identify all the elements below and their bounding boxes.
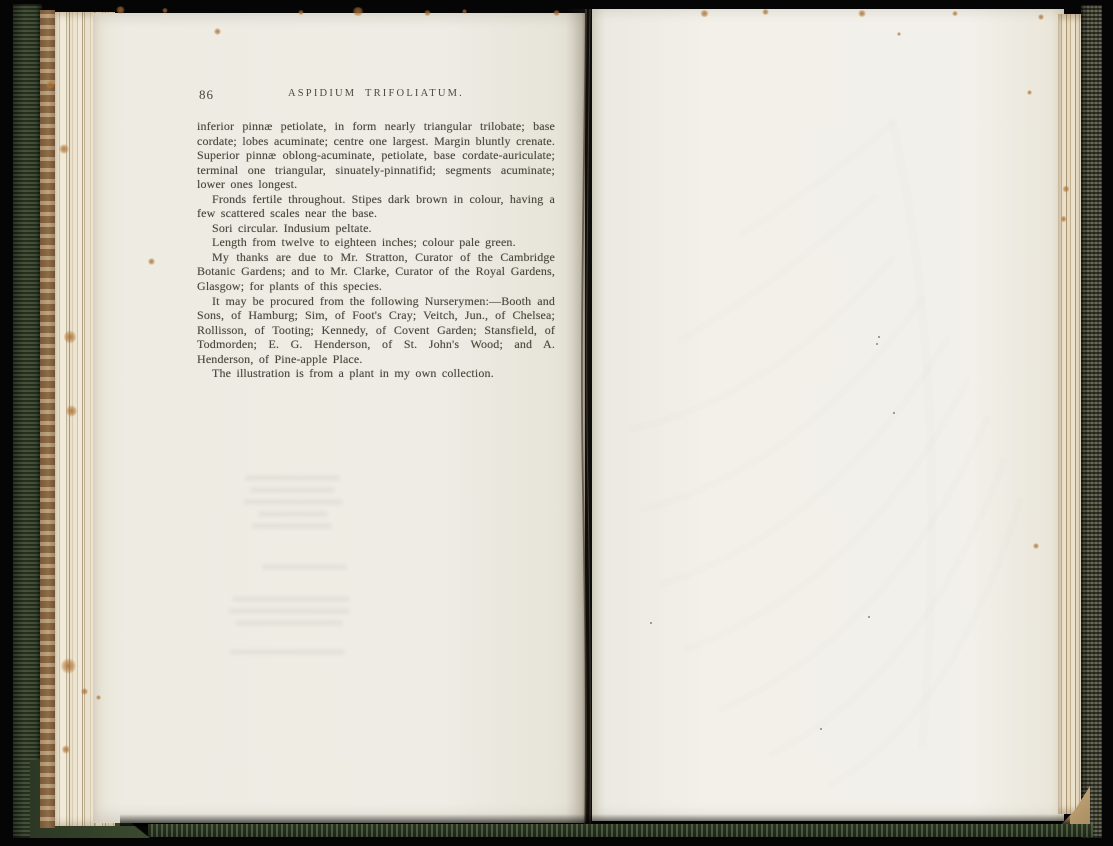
text-showthrough	[252, 523, 332, 529]
foxing-spot	[462, 9, 467, 14]
paragraph: The illustration is from a plant in my own collection.	[212, 366, 494, 381]
foxing-spot	[64, 330, 76, 344]
foxing-spot	[700, 10, 709, 17]
foxing-spot	[148, 258, 155, 265]
page-header	[197, 85, 555, 119]
right-page	[592, 9, 1064, 821]
foxing-spot	[298, 10, 304, 15]
right-page-edges	[1058, 14, 1083, 814]
paragraph: Fronds fertile throughout. Stipes dark brown in colour, having a few scattered scales near the base.	[197, 191, 555, 221]
running-header: ASPIDIUM TRIFOLIATUM.	[287, 88, 464, 99]
foxing-spot	[116, 6, 125, 14]
text-showthrough	[243, 499, 343, 505]
foxing-spot	[96, 695, 101, 700]
foxing-spot	[553, 10, 560, 16]
foxing-spot	[897, 32, 901, 36]
fern-showthrough	[592, 9, 1064, 821]
paragraph: inferior pinnæ petiolate, in form nearly triangular trilobate; base cordate; lobes acuminate; centre one largest. Margin bluntly crenate. Superior pinnæ oblong-acuminate, petiolate, base cordate-auriculate; terminal one triangular, sinuately-pinnatifid; segments acuminate; lower ones longest.	[197, 119, 555, 192]
text-showthrough	[228, 608, 350, 614]
paragraph: My thanks are due to Mr. Stratton, Curator of the Cambridge Botanic Gardens; and to Mr. Clarke, Curator of the Royal Gardens, Glasgow; for plants of this species.	[197, 249, 555, 294]
text-showthrough	[230, 649, 345, 655]
foxing-spot	[214, 28, 221, 35]
left-page-text	[197, 85, 555, 381]
text-showthrough	[250, 487, 335, 493]
text-showthrough	[232, 596, 350, 602]
paragraph: Length from twelve to eighteen inches; colour pale green.	[212, 235, 516, 250]
foxing-spot	[762, 9, 769, 15]
left-cover-cloth	[13, 4, 42, 838]
text-showthrough	[235, 620, 343, 626]
text-showthrough	[262, 564, 347, 570]
left-board-edge	[40, 10, 55, 828]
text-showthrough	[245, 475, 340, 481]
foxing-spot	[952, 11, 958, 16]
foxing-spot	[858, 10, 866, 17]
foxing-spot	[59, 144, 69, 154]
paragraph: It may be procured from the following Nurserymen:—Booth and Sons, of Hamburg; Sim, of Foot's Cray; Veitch, Jun., of Chelsea; Rollisson, of Tooting; Kennedy, of Covent Garden; Stansfield, of Todmorden; E. G. Henderson, of St. John's Wood; and A. Henderson, of Pine-apple Place.	[197, 293, 555, 366]
page-number: 86	[199, 87, 214, 102]
foxing-spot	[1061, 215, 1066, 223]
foxing-spot	[1063, 185, 1069, 193]
foxing-spot	[1038, 14, 1044, 20]
foxing-spot	[1027, 90, 1032, 95]
bottom-cover-cloth	[148, 824, 1093, 837]
right-cover-cloth	[1081, 5, 1102, 838]
foxing-spot	[46, 80, 55, 89]
paragraph: Sori circular. Indusium peltate.	[212, 220, 372, 235]
foxing-spot	[61, 658, 76, 674]
body-text	[197, 119, 555, 381]
foxing-spot	[352, 7, 364, 16]
foxing-spot	[162, 8, 168, 13]
left-page	[93, 13, 585, 823]
foxing-spot	[81, 688, 88, 695]
foxing-spot	[1033, 543, 1039, 549]
text-showthrough	[258, 511, 328, 517]
foxing-spot	[424, 10, 431, 16]
foxing-spot	[66, 405, 77, 417]
foxing-spot	[62, 745, 70, 754]
